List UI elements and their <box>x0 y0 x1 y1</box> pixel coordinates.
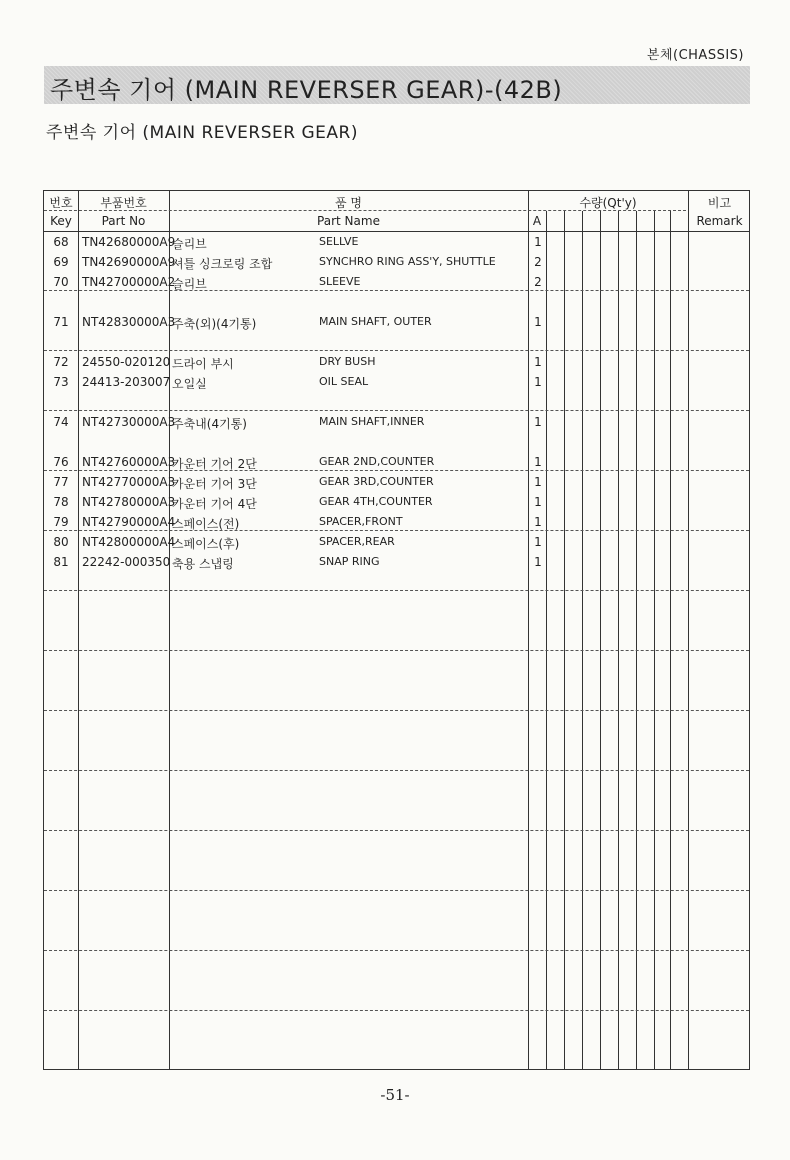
row-qty: 1 <box>534 535 542 549</box>
header-qty-sub: A <box>532 214 542 228</box>
row-qty: 1 <box>534 235 542 249</box>
row-name-eng: DRY BUSH <box>319 355 376 368</box>
row-name-eng: SLEEVE <box>319 275 361 288</box>
header-key-eng: Key <box>50 214 72 228</box>
row-qty: 1 <box>534 555 542 569</box>
row-qty: 2 <box>534 275 542 289</box>
qty-subcolumn-divider <box>546 211 547 1069</box>
row-part-no: 24413-203007 <box>82 375 171 389</box>
header-bottom-line <box>44 231 749 232</box>
table-row <box>44 493 749 513</box>
group-separator <box>44 890 749 891</box>
row-qty: 2 <box>534 255 542 269</box>
row-name-eng: SPACER,REAR <box>319 535 395 548</box>
row-key: 78 <box>53 495 69 509</box>
row-qty: 1 <box>534 375 542 389</box>
row-key: 71 <box>53 315 69 329</box>
qty-subcolumn-divider <box>618 211 619 1069</box>
row-key: 68 <box>53 235 69 249</box>
row-part-no: NT42790000A4 <box>82 515 176 529</box>
row-name-eng: GEAR 4TH,COUNTER <box>319 495 433 508</box>
qty-subcolumn-divider <box>670 211 671 1069</box>
header-name-kor: 품 명 <box>335 196 362 210</box>
qty-subcolumn-divider <box>600 211 601 1069</box>
row-part-no: 22242-000350 <box>82 555 171 569</box>
row-name-kor: 스페이스(전) <box>172 517 240 531</box>
table-row <box>44 273 749 293</box>
table-row <box>44 313 749 333</box>
row-key: 81 <box>53 555 69 569</box>
row-name-kor: 드라이 부시 <box>172 357 234 371</box>
row-name-kor: 카운터 기어 2단 <box>172 457 257 471</box>
row-name-kor: 슬리브 <box>172 237 207 251</box>
row-name-eng: SELLVE <box>319 235 359 248</box>
row-qty: 1 <box>534 475 542 489</box>
qty-subcolumn-divider <box>564 211 565 1069</box>
row-part-no: NT42800000A4 <box>82 535 176 549</box>
group-separator <box>44 710 749 711</box>
title-banner <box>44 66 750 104</box>
parts-table <box>43 190 750 1070</box>
header-part-eng: Part No <box>101 214 146 228</box>
qty-subcolumn-divider <box>654 211 655 1069</box>
row-qty: 1 <box>534 355 542 369</box>
row-key: 70 <box>53 275 69 289</box>
row-name-eng: MAIN SHAFT, OUTER <box>319 315 432 328</box>
table-row <box>44 553 749 573</box>
table-row <box>44 473 749 493</box>
group-separator <box>44 350 749 351</box>
row-key: 72 <box>53 355 69 369</box>
row-part-no: TN42690000A9 <box>82 255 176 269</box>
row-key: 73 <box>53 375 69 389</box>
header-qty: 수량(Qt'y) <box>579 196 637 210</box>
row-part-no: NT42830000A3 <box>82 315 176 329</box>
row-name-kor: 카운터 기어 3단 <box>172 477 257 491</box>
group-separator <box>44 830 749 831</box>
table-row <box>44 353 749 373</box>
row-name-kor: 스페이스(후) <box>172 537 240 551</box>
row-key: 74 <box>53 415 69 429</box>
row-qty: 1 <box>534 515 542 529</box>
row-name-kor: 축용 스냅링 <box>172 557 234 571</box>
row-qty: 1 <box>534 315 542 329</box>
section-label: 본체(CHASSIS) <box>646 48 744 63</box>
row-name-eng: SNAP RING <box>319 555 380 568</box>
qty-subcolumn-divider <box>636 211 637 1069</box>
header-key-kor: 번호 <box>49 196 73 210</box>
row-qty: 1 <box>534 495 542 509</box>
row-part-no: TN42700000A2 <box>82 275 176 289</box>
row-name-eng: SYNCHRO RING ASS'Y, SHUTTLE <box>319 255 496 268</box>
table-row <box>44 513 749 533</box>
group-separator <box>44 590 749 591</box>
table-row <box>44 373 749 393</box>
row-key: 76 <box>53 455 69 469</box>
row-part-no: NT42770000A3 <box>82 475 176 489</box>
row-name-eng: OIL SEAL <box>319 375 369 388</box>
row-part-no: 24550-020120 <box>82 355 171 369</box>
group-separator <box>44 410 749 411</box>
table-row <box>44 413 749 433</box>
row-qty: 1 <box>534 455 542 469</box>
row-name-eng: GEAR 2ND,COUNTER <box>319 455 435 468</box>
row-name-eng: SPACER,FRONT <box>319 515 403 528</box>
row-name-kor: 오일실 <box>172 377 207 391</box>
group-separator <box>44 950 749 951</box>
row-name-kor: 슬리브 <box>172 277 207 291</box>
row-part-no: NT42760000A3 <box>82 455 176 469</box>
row-name-eng: GEAR 3RD,COUNTER <box>319 475 434 488</box>
row-key: 77 <box>53 475 69 489</box>
subtitle: 주변속 기어 (MAIN REVERSER GEAR) <box>46 123 358 143</box>
group-separator <box>44 650 749 651</box>
row-part-no: NT42730000A3 <box>82 415 176 429</box>
row-key: 80 <box>53 535 69 549</box>
group-separator <box>44 770 749 771</box>
table-row <box>44 533 749 553</box>
group-separator <box>44 1010 749 1011</box>
header-part-kor: 부품번호 <box>100 196 147 210</box>
header-name-eng: Part Name <box>317 214 380 228</box>
row-name-kor: 주축내(4기통) <box>172 417 247 431</box>
row-key: 79 <box>53 515 69 529</box>
row-key: 69 <box>53 255 69 269</box>
row-name-kor: 주축(외)(4기통) <box>172 317 257 331</box>
header-remark-kor: 비고 <box>707 196 732 210</box>
page-title: 주변속 기어 (MAIN REVERSER GEAR)-(42B) <box>50 76 563 104</box>
row-part-no: NT42780000A3 <box>82 495 176 509</box>
row-name-kor: 카운터 기어 4단 <box>172 497 257 511</box>
qty-subcolumn-divider <box>582 211 583 1069</box>
header-remark-eng: Remark <box>696 214 743 228</box>
row-part-no: TN42680000A9 <box>82 235 176 249</box>
row-name-kor: 셔틀 싱크로링 조합 <box>172 257 273 271</box>
page-number: -51- <box>380 1086 410 1104</box>
row-qty: 1 <box>534 415 542 429</box>
row-name-eng: MAIN SHAFT,INNER <box>319 415 425 428</box>
table-row <box>44 253 749 273</box>
table-row <box>44 233 749 253</box>
table-row <box>44 453 749 473</box>
